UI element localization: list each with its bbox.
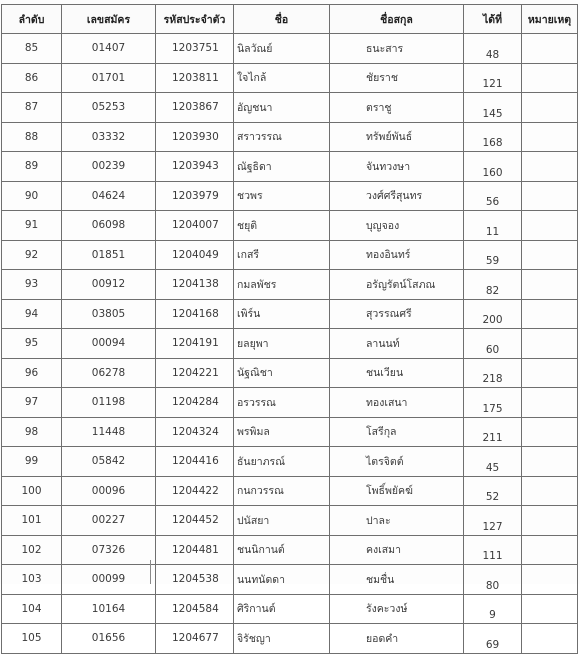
cell-app-no: 01198 — [62, 388, 156, 418]
cell-score: 82 — [464, 270, 522, 300]
cell-id: 1204481 — [156, 535, 234, 565]
header-note: หมายเหตุ — [522, 5, 578, 34]
cell-note — [522, 211, 578, 241]
table-row — [2, 240, 578, 270]
cell-seq: 86 — [2, 63, 62, 93]
table-row — [2, 417, 578, 447]
cell-id: 1203867 — [156, 93, 234, 123]
header-app-no: เลขสมัคร — [62, 5, 156, 34]
cell-note — [522, 93, 578, 123]
cell-first-name: เกสรี — [234, 240, 330, 270]
cell-score: 9 — [464, 594, 522, 624]
header-score: ได้ที่ — [464, 5, 522, 34]
cell-id: 1204422 — [156, 476, 234, 506]
table-row — [2, 211, 578, 241]
cell-note — [522, 358, 578, 388]
cell-last-name: ธนะสาร — [330, 34, 464, 64]
cell-last-name: รังคะวงษ์ — [330, 594, 464, 624]
cell-score: 59 — [464, 240, 522, 270]
cell-note — [522, 181, 578, 211]
cell-first-name: กมลพัชร — [234, 270, 330, 300]
table-row — [2, 388, 578, 418]
cell-app-no: 03805 — [62, 299, 156, 329]
cell-note — [522, 270, 578, 300]
cell-id: 1204538 — [156, 565, 234, 595]
cell-seq: 88 — [2, 122, 62, 152]
cell-score: 56 — [464, 181, 522, 211]
cell-last-name: ชนเวียน — [330, 358, 464, 388]
table-row — [2, 34, 578, 64]
cell-first-name: สราวรรณ — [234, 122, 330, 152]
table-row — [2, 476, 578, 506]
cell-last-name: อรัญรัตน์โสภณ — [330, 270, 464, 300]
cell-score: 218 — [464, 358, 522, 388]
table-row — [2, 122, 578, 152]
results-table — [1, 4, 578, 654]
cell-first-name: อัญชนา — [234, 93, 330, 123]
cell-seq: 97 — [2, 388, 62, 418]
cell-last-name: ปาละ — [330, 506, 464, 536]
cell-note — [522, 447, 578, 477]
cell-score: 52 — [464, 476, 522, 506]
cell-score: 48 — [464, 34, 522, 64]
cell-app-no: 00912 — [62, 270, 156, 300]
cell-score: 69 — [464, 624, 522, 654]
cell-score: 121 — [464, 63, 522, 93]
cell-last-name: โสรีกุล — [330, 417, 464, 447]
cell-note — [522, 152, 578, 182]
cell-app-no: 05842 — [62, 447, 156, 477]
cell-last-name: ทรัพย์พันธ์ — [330, 122, 464, 152]
cell-seq: 102 — [2, 535, 62, 565]
cell-id: 1204284 — [156, 388, 234, 418]
cell-last-name: คงเสมา — [330, 535, 464, 565]
cell-app-no: 01701 — [62, 63, 156, 93]
table-row — [2, 506, 578, 536]
cell-seq: 96 — [2, 358, 62, 388]
cell-id: 1203751 — [156, 34, 234, 64]
table-row — [2, 447, 578, 477]
cell-app-no: 00099 — [62, 565, 156, 595]
table-row — [2, 565, 578, 595]
table-row — [2, 152, 578, 182]
cell-note — [522, 299, 578, 329]
header-seq: ลำดับ — [2, 5, 62, 34]
cell-score: 168 — [464, 122, 522, 152]
cell-score: 45 — [464, 447, 522, 477]
cell-note — [522, 565, 578, 595]
table-row — [2, 93, 578, 123]
cell-first-name: กนกวรรณ — [234, 476, 330, 506]
cell-note — [522, 476, 578, 506]
cell-first-name: พรพิมล — [234, 417, 330, 447]
cell-first-name: ชยุติ — [234, 211, 330, 241]
table-row — [2, 181, 578, 211]
cell-first-name: ณัฐธิดา — [234, 152, 330, 182]
cell-first-name: จิรัชญา — [234, 624, 330, 654]
cell-id: 1204416 — [156, 447, 234, 477]
cell-seq: 98 — [2, 417, 62, 447]
cell-first-name: นนทนัดดา — [234, 565, 330, 595]
cell-seq: 93 — [2, 270, 62, 300]
header-first-name: ชื่อ — [234, 5, 330, 34]
cell-app-no: 07326 — [62, 535, 156, 565]
cell-seq: 94 — [2, 299, 62, 329]
cell-app-no: 03332 — [62, 122, 156, 152]
table-row — [2, 594, 578, 624]
cell-seq: 85 — [2, 34, 62, 64]
cell-note — [522, 329, 578, 359]
cell-app-no: 06278 — [62, 358, 156, 388]
cell-score: 80 — [464, 565, 522, 595]
cell-last-name: ทองเสนา — [330, 388, 464, 418]
cell-id: 1204138 — [156, 270, 234, 300]
cell-last-name: วงศ์ศรีสุนทร — [330, 181, 464, 211]
table-row — [2, 358, 578, 388]
cell-note — [522, 535, 578, 565]
cell-app-no: 05253 — [62, 93, 156, 123]
cell-seq: 101 — [2, 506, 62, 536]
cell-id: 1204221 — [156, 358, 234, 388]
cell-last-name: ไตรจิตต์ — [330, 447, 464, 477]
cell-app-no: 00227 — [62, 506, 156, 536]
cell-first-name: ชวพร — [234, 181, 330, 211]
cell-seq: 90 — [2, 181, 62, 211]
cell-last-name: ทองอินทร์ — [330, 240, 464, 270]
cell-first-name: ชนนิกานต์ — [234, 535, 330, 565]
cell-seq: 104 — [2, 594, 62, 624]
cell-score: 145 — [464, 93, 522, 123]
table-row — [2, 329, 578, 359]
cell-last-name: ชมชื่น — [330, 565, 464, 595]
cell-app-no: 00239 — [62, 152, 156, 182]
cell-app-no: 01407 — [62, 34, 156, 64]
cell-first-name: นิลวัณย์ — [234, 34, 330, 64]
cell-app-no: 11448 — [62, 417, 156, 447]
cell-note — [522, 122, 578, 152]
cell-score: 160 — [464, 152, 522, 182]
cell-first-name: ธันยาภรณ์ — [234, 447, 330, 477]
cell-first-name: ศิริกานต์ — [234, 594, 330, 624]
cell-last-name: บุญจอง — [330, 211, 464, 241]
cell-seq: 92 — [2, 240, 62, 270]
cell-app-no: 01851 — [62, 240, 156, 270]
cell-seq: 89 — [2, 152, 62, 182]
cell-score: 127 — [464, 506, 522, 536]
table-row — [2, 535, 578, 565]
cell-last-name: โพธิ์พยัคฆ์ — [330, 476, 464, 506]
table-row — [2, 63, 578, 93]
cell-id: 1203943 — [156, 152, 234, 182]
cell-score: 200 — [464, 299, 522, 329]
cell-first-name: ยลยุพา — [234, 329, 330, 359]
table-row — [2, 624, 578, 654]
cell-id: 1204049 — [156, 240, 234, 270]
cell-seq: 91 — [2, 211, 62, 241]
cell-seq: 100 — [2, 476, 62, 506]
cell-note — [522, 506, 578, 536]
cell-seq: 103 — [2, 565, 62, 595]
cell-note — [522, 34, 578, 64]
cell-note — [522, 594, 578, 624]
cell-first-name: ปนัสยา — [234, 506, 330, 536]
cell-seq: 87 — [2, 93, 62, 123]
cell-score: 60 — [464, 329, 522, 359]
cell-last-name: ยอดคำ — [330, 624, 464, 654]
cell-id: 1203979 — [156, 181, 234, 211]
cell-note — [522, 624, 578, 654]
cell-note — [522, 63, 578, 93]
cell-app-no: 00094 — [62, 329, 156, 359]
cell-last-name: ตราชู — [330, 93, 464, 123]
cell-seq: 105 — [2, 624, 62, 654]
cell-seq: 95 — [2, 329, 62, 359]
cell-first-name: ใจไกล้ — [234, 63, 330, 93]
cell-last-name: สุวรรณศรี — [330, 299, 464, 329]
cell-last-name: ลานนท์ — [330, 329, 464, 359]
cell-last-name: ชัยราช — [330, 63, 464, 93]
cell-id: 1204007 — [156, 211, 234, 241]
cell-id: 1204324 — [156, 417, 234, 447]
cell-id: 1204168 — [156, 299, 234, 329]
column-divider — [150, 560, 151, 584]
table-row — [2, 299, 578, 329]
cell-id: 1204584 — [156, 594, 234, 624]
cell-app-no: 01656 — [62, 624, 156, 654]
header-row — [2, 5, 578, 34]
cell-score: 11 — [464, 211, 522, 241]
cell-app-no: 06098 — [62, 211, 156, 241]
cell-score: 175 — [464, 388, 522, 418]
table-body — [2, 34, 578, 654]
cell-first-name: นัฐณิชา — [234, 358, 330, 388]
cell-first-name: อรวรรณ — [234, 388, 330, 418]
table-row — [2, 270, 578, 300]
header-id: รหัสประจำตัว — [156, 5, 234, 34]
cell-note — [522, 388, 578, 418]
cell-id: 1203811 — [156, 63, 234, 93]
cell-first-name: เพิร์น — [234, 299, 330, 329]
cell-app-no: 10164 — [62, 594, 156, 624]
cell-app-no: 00096 — [62, 476, 156, 506]
cell-score: 211 — [464, 417, 522, 447]
cell-note — [522, 417, 578, 447]
cell-id: 1204191 — [156, 329, 234, 359]
cell-note — [522, 240, 578, 270]
cell-last-name: จันทวงษา — [330, 152, 464, 182]
cell-app-no: 04624 — [62, 181, 156, 211]
cell-score: 111 — [464, 535, 522, 565]
cell-seq: 99 — [2, 447, 62, 477]
cell-id: 1204452 — [156, 506, 234, 536]
cell-id: 1204677 — [156, 624, 234, 654]
cell-id: 1203930 — [156, 122, 234, 152]
header-last-name: ชื่อสกุล — [330, 5, 464, 34]
